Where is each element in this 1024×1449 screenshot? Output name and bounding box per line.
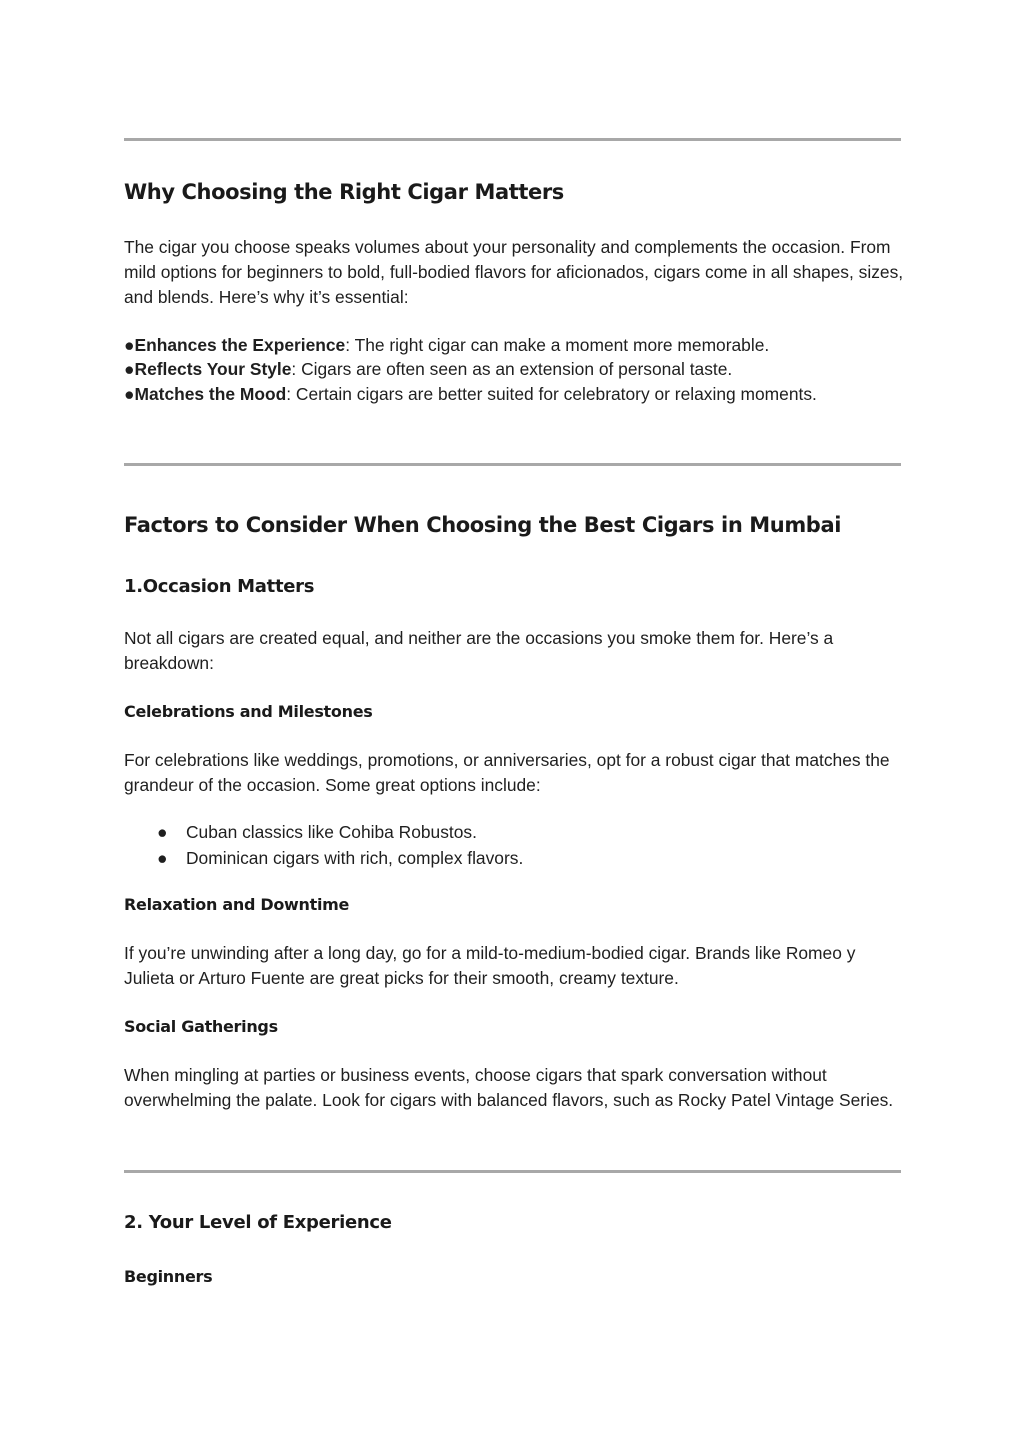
divider-middle — [124, 463, 901, 466]
essential-item-text: : Certain cigars are better suited for celebratory or relaxing moments. — [286, 384, 817, 404]
section-heading-factors: Factors to Consider When Choosing the Best Cigars in Mumbai — [124, 513, 842, 537]
paragraph-intro: The cigar you choose speaks volumes about your personality and complements the occasion. From mild options for beginners to bold, full-bodied flavors for aficionados, cigars come in all shapes, sizes, and blends. Here’s why it’s essential: — [124, 237, 904, 307]
paragraph-social-gatherings: When mingling at parties or business events, choose cigars that spark conversation without overwhelming the palate. Look for cigars with balanced flavors, such as Rocky Patel Vintage Series. — [124, 1065, 894, 1110]
heading-beginners: Beginners — [124, 1267, 213, 1286]
essential-item-title: Reflects Your Style — [134, 359, 292, 379]
essential-item-title: Enhances the Experience — [134, 335, 346, 355]
divider-bottom — [124, 1170, 901, 1173]
heading-relaxation: Relaxation and Downtime — [124, 895, 350, 914]
bullet-icon: ● — [157, 848, 168, 868]
document-page: Why Choosing the Right Cigar Matters The cigar you choose speaks volumes about your personality and complements the occasion. From mild options for beginners to bold, full-bodied flavors for aficionados, cigars come in all shapes, sizes, and blends. Here’s why it’s essential: ●Enhances the Experience: The right cigar can make a moment more memorable. ●Reflects Your Style: Cigars are often seen as an extension of personal taste. ●Matches the Mood: Certain cigars are better suited for celebratory or relaxing moments. Factors to Consider When Choosing the Best Cigars in Mumbai 1.Occasion Matters Not all cigars are created equal, and neither are the occasions you smoke them for. Here’s a breakdown: Celebrations and Milestones For celebrations like weddings, promotions, or anniversaries, opt for a robust cigar that matches the grandeur of the occasion. Some great options include: ● Cuban classics like Cohiba Robustos. ● Dominican cigars with rich, complex flavors. Relaxation and Downtime If you’re unwinding after a long day, go for a mild-to-medium-bodied cigar. Brands like Romeo y Julieta or Arturo Fuente are great picks for their smooth, creamy texture. Social Gatherings When mingling at parties or business events, choose cigars that spark conversation without overwhelming the palate. Look for cigars with balanced flavors, such as Rocky Patel Vintage Series. 2. Your Level of Experience Beginners — [0, 0, 1024, 1449]
paragraph-occasion-intro: Not all cigars are created equal, and neither are the occasions you smoke them for. Here’s a breakdown: — [124, 628, 834, 673]
heading-celebrations: Celebrations and Milestones — [124, 702, 373, 721]
essential-item-title: Matches the Mood — [134, 384, 287, 404]
paragraph-relaxation: If you’re unwinding after a long day, go for a mild-to-medium-bodied cigar. Brands like Romeo y Julieta or Arturo Fuente are great picks for their smooth, creamy texture. — [124, 943, 856, 988]
essential-item-style — [124, 357, 732, 382]
bullet-icon: ● — [157, 822, 168, 842]
bullet-icon: ● — [124, 384, 135, 404]
heading-social-gatherings: Social Gatherings — [124, 1017, 278, 1036]
subheading-occasion-matters: 1.Occasion Matters — [124, 576, 315, 597]
essential-item-experience — [124, 333, 769, 358]
essential-item-text: : The right cigar can make a moment more memorable. — [345, 335, 770, 355]
bullet-icon: ● — [124, 359, 135, 379]
essential-item-text: : Cigars are often seen as an extension of personal taste. — [291, 359, 733, 379]
essential-item-mood — [124, 382, 817, 407]
subheading-level-of-experience: 2. Your Level of Experience — [124, 1212, 392, 1233]
section-heading-why-choosing: Why Choosing the Right Cigar Matters — [124, 180, 564, 204]
paragraph-celebrations: For celebrations like weddings, promotions, or anniversaries, opt for a robust cigar that matches the grandeur of the occasion. Some great options include: — [124, 750, 890, 795]
divider-top — [124, 138, 901, 141]
bullet-icon: ● — [124, 335, 135, 355]
